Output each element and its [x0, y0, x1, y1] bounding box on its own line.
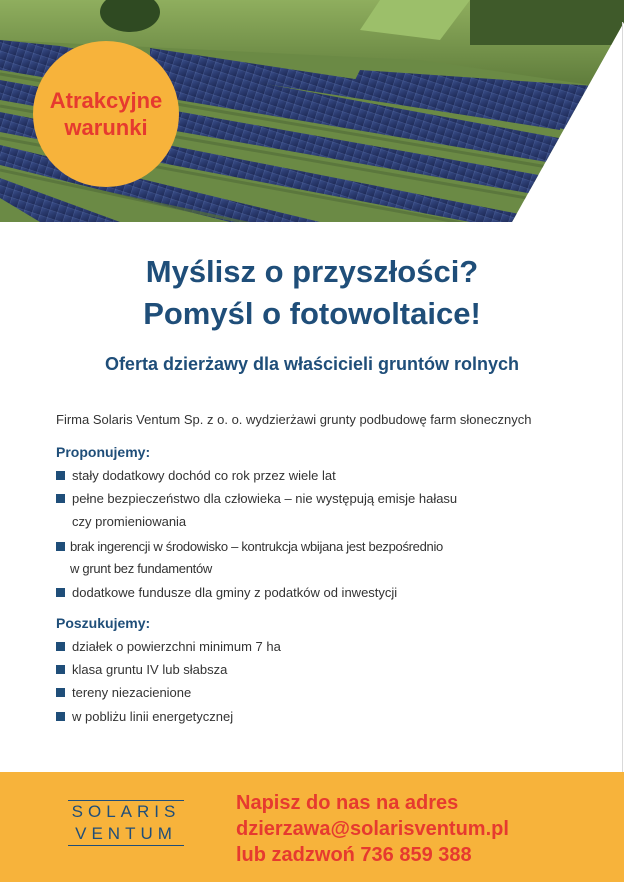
- bullet-square-icon: [56, 642, 65, 651]
- bullet-square-icon: [56, 665, 65, 674]
- footer-band: [0, 772, 624, 882]
- list-item-text: klasa gruntu IV lub słabsza: [72, 662, 228, 677]
- list-item-text: stały dodatkowy dochód co rok przez wiele lat: [72, 468, 336, 483]
- headline-line-2: Pomyśl o fotowoltaice!: [143, 296, 481, 331]
- headline-line-1: Myślisz o przyszłości?: [145, 254, 479, 289]
- list-item-text: brak ingerencji w środowisko – kontrukcja wbijana jest bezpośrednio: [70, 539, 443, 554]
- solaris-ventum-logo: [68, 800, 184, 846]
- list-item-text: pełne bezpieczeństwo dla człowieka – nie występują emisje hałasu: [72, 491, 458, 506]
- badge-line-2: warunki: [64, 115, 148, 140]
- bullet-square-icon: [56, 588, 65, 597]
- bullet-square-icon: [56, 542, 65, 551]
- search-title: Poszukujemy:: [56, 615, 151, 631]
- subtitle: Oferta dzierżawy dla właścicieli gruntów rolnych: [104, 354, 520, 374]
- list-item-text: dodatkowe fundusze dla gminy z podatków od inwestycji: [72, 585, 398, 600]
- attractive-terms-badge: [33, 41, 179, 187]
- list-item-text: tereny niezacienione: [72, 685, 192, 700]
- badge-line-1: Atrakcyjne: [49, 88, 163, 113]
- logo-rule-bottom: [68, 845, 184, 846]
- contact-phone[interactable]: lub zadzwoń 736 859 388: [236, 844, 472, 866]
- offer-title: Proponujemy:: [56, 444, 151, 460]
- bullet-square-icon: [56, 688, 65, 697]
- list-item-continuation: w grunt bez fundamentów: [70, 561, 212, 576]
- list-item-text: w pobliżu linii energetycznej: [72, 709, 234, 724]
- contact-block: [236, 790, 509, 868]
- contact-line-1: Napisz do nas na adres: [236, 792, 459, 814]
- bullet-square-icon: [56, 471, 65, 480]
- contact-email[interactable]: dzierzawa@solarisventum.pl: [236, 818, 509, 840]
- logo-word-bottom: VENTUM: [75, 824, 177, 843]
- intro-text: Firma Solaris Ventum Sp. z o. o. wydzierżawi grunty podbudowę farm słonecznych: [56, 412, 532, 427]
- page-edge-divider: [622, 22, 623, 772]
- bullet-square-icon: [56, 712, 65, 721]
- list-item-continuation: czy promieniowania: [72, 514, 187, 529]
- logo-word-top: SOLARIS: [71, 802, 181, 821]
- list-item-text: działek o powierzchni minimum 7 ha: [72, 639, 281, 654]
- bullet-square-icon: [56, 494, 65, 503]
